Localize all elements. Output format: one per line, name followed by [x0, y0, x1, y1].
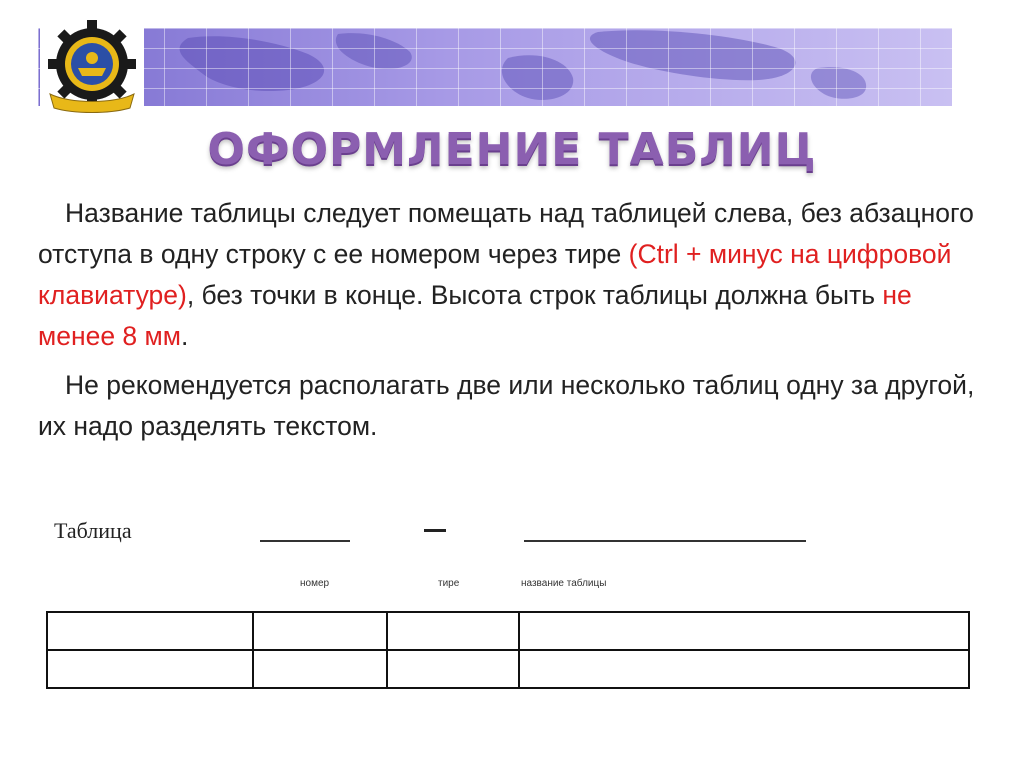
table-cell [47, 612, 253, 650]
table-cell [387, 612, 519, 650]
table-cell [387, 650, 519, 688]
highlight-row-height: не менее 8 мм [38, 280, 912, 351]
label-number: номер [300, 578, 330, 589]
dash-symbol [424, 529, 446, 532]
number-placeholder-line [260, 540, 350, 542]
table-row [47, 612, 969, 650]
body-text [38, 193, 978, 447]
label-dash: тире [438, 578, 460, 589]
banner-grid [38, 28, 952, 106]
table-cell [253, 612, 387, 650]
paragraph-table-title-rules: Название таблицы следует помещать над таблицей слева, без абзацного отступа в одну строку с ее номером через тире (Ctrl + минус на цифровой клавиатуре), без точки в конце. Высота строк таблицы должна быть не менее 8 мм. [38, 198, 974, 351]
paragraph-separation-rule: Не рекомендуется располагать две или несколько таблиц одну за другой, их надо разделять текстом. [38, 370, 975, 441]
table-row [47, 650, 969, 688]
table-cell [47, 650, 253, 688]
table-cell [519, 650, 969, 688]
slide-title: ОФОРМЛЕНИЕ ТАБЛИЦ [207, 124, 817, 175]
name-placeholder-line [524, 540, 806, 542]
caption-word: Таблица [54, 518, 132, 543]
example-table [46, 611, 970, 689]
emblem-logo [40, 18, 144, 114]
table-cell [519, 612, 969, 650]
highlight-shortcut: (Ctrl + минус на цифровой клавиатуре) [38, 239, 952, 310]
header-banner [38, 28, 952, 106]
table-cell [253, 650, 387, 688]
label-table-name: название таблицы [521, 578, 607, 589]
